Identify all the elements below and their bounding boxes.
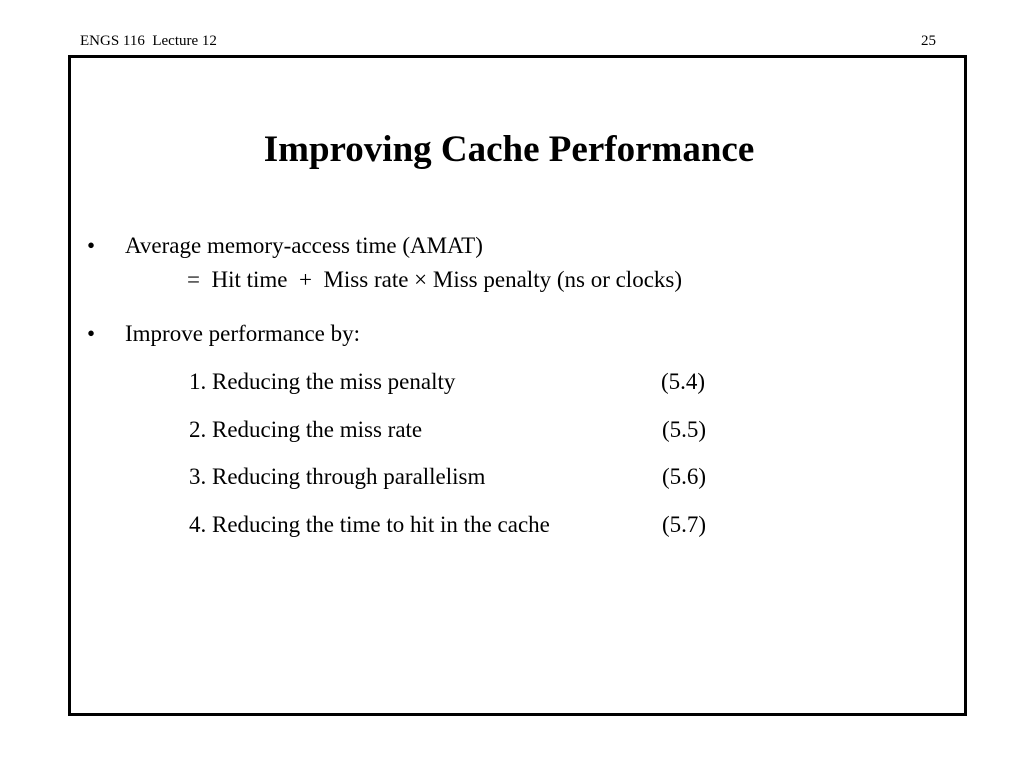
- bullet-text-amat: Average memory-access time (AMAT): [125, 233, 483, 258]
- bullet-text-improve: Improve performance by:: [125, 321, 361, 346]
- bullet-marker-improve: •: [87, 321, 96, 346]
- list-item-text: 2. Reducing the miss rate: [189, 417, 423, 442]
- list-item-section-ref: (5.4): [661, 369, 706, 394]
- list-item-section-ref: (5.5): [662, 417, 707, 442]
- header-page-number: 25: [921, 33, 936, 49]
- amat-formula: = Hit time + Miss rate × Miss penalty (ns or clocks): [187, 267, 683, 292]
- list-item-text: 3. Reducing through parallelism: [189, 464, 486, 489]
- bullet-marker-amat: •: [87, 233, 96, 258]
- header-course-label: ENGS 116 Lecture 12: [80, 33, 217, 49]
- list-item-section-ref: (5.6): [662, 464, 707, 489]
- list-item-section-ref: (5.7): [662, 512, 707, 537]
- list-item-text: 1. Reducing the miss penalty: [189, 369, 456, 394]
- slide-title: Improving Cache Performance: [263, 129, 755, 170]
- list-item-text: 4. Reducing the time to hit in the cache: [189, 512, 550, 537]
